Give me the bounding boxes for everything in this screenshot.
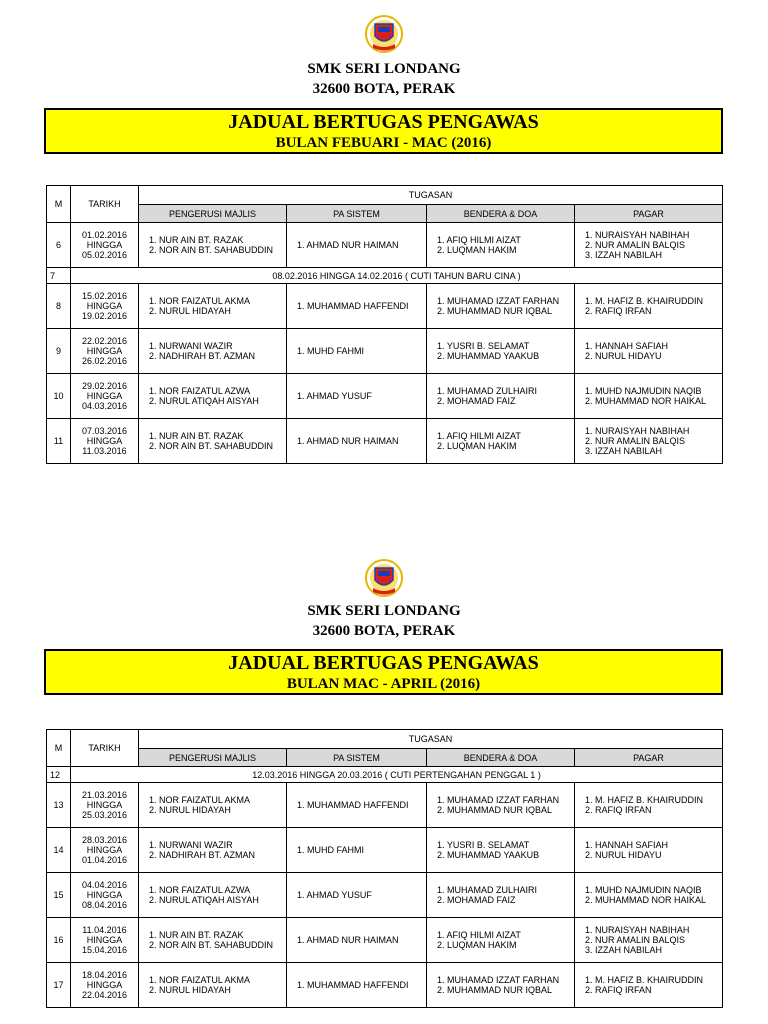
cell-line: HINGGA bbox=[86, 980, 123, 990]
cell-line: 1. M. HAFIZ B. KHAIRUDDIN bbox=[585, 296, 704, 306]
cell-line: 18.04.2016 bbox=[81, 970, 128, 980]
pagar-cell bbox=[575, 783, 723, 828]
table-row bbox=[47, 223, 723, 268]
cell-line: 1. YUSRI B. SELAMAT bbox=[437, 341, 530, 351]
table-row bbox=[47, 963, 723, 1008]
table-row bbox=[47, 329, 723, 374]
pa-cell bbox=[287, 223, 427, 268]
col-bendera-header: BENDERA & DOA bbox=[427, 749, 575, 767]
cell-line: 1. HANNAH SAFIAH bbox=[585, 341, 669, 351]
cell-line: 1. NURAISYAH NABIHAH bbox=[585, 426, 690, 436]
table-row bbox=[47, 918, 723, 963]
cell-line: 2. MUHAMMAD YAAKUB bbox=[437, 850, 540, 860]
row-number: 7 bbox=[47, 268, 71, 284]
cell-line: 22.04.2016 bbox=[81, 990, 128, 1000]
cell-line: 1. AFIQ HILMI AIZAT bbox=[437, 431, 521, 441]
col-pengerusi-header: PENGERUSI MAJLIS bbox=[139, 205, 287, 223]
table-header-row bbox=[47, 186, 723, 205]
cell-line: 2. MUHAMMAD NUR IQBAL bbox=[437, 805, 553, 815]
cell-line: 08.04.2016 bbox=[81, 900, 128, 910]
cell-line: 2. NOR AIN BT. SAHABUDDIN bbox=[149, 441, 274, 451]
cell-line: 1. MUHAMAD IZZAT FARHAN bbox=[437, 975, 560, 985]
cell-line: 05.02.2016 bbox=[81, 250, 128, 260]
cell-line: 2. NURUL HIDAYU bbox=[585, 351, 662, 361]
table-row bbox=[47, 284, 723, 329]
pa-cell bbox=[287, 963, 427, 1008]
cell-line: 2. NURUL ATIQAH AISYAH bbox=[149, 895, 259, 905]
cell-line: 04.03.2016 bbox=[81, 401, 128, 411]
pa-cell bbox=[287, 873, 427, 918]
cell-line: 1. M. HAFIZ B. KHAIRUDDIN bbox=[585, 975, 704, 985]
col-pagar-header: PAGAR bbox=[575, 205, 723, 223]
cell-line: HINGGA bbox=[86, 240, 123, 250]
col-pengerusi-header: PENGERUSI MAJLIS bbox=[139, 749, 287, 767]
row-number: 17 bbox=[47, 963, 71, 1008]
subtitle: BULAN MAC - APRIL (2016) bbox=[286, 676, 481, 692]
cell-line: 01.02.2016 bbox=[81, 230, 128, 240]
pagar-cell bbox=[575, 918, 723, 963]
date-cell bbox=[71, 963, 139, 1008]
cell-line: 1. NURAISYAH NABIHAH bbox=[585, 925, 690, 935]
cell-line: 1. MUHD NAJMUDIN NAQIB bbox=[585, 386, 702, 396]
cell-line: 1. NUR AIN BT. RAZAK bbox=[149, 930, 244, 940]
cell-line: 1. MUHD NAJMUDIN NAQIB bbox=[585, 885, 702, 895]
cell-line: 28.03.2016 bbox=[81, 835, 128, 845]
holiday-note: 12.03.2016 HINGGA 20.03.2016 ( CUTI PERTENGAHAN PENGGAL 1 ) bbox=[71, 767, 723, 783]
col-m-header: M bbox=[47, 186, 71, 223]
cell-line: 29.02.2016 bbox=[81, 381, 128, 391]
row-number: 15 bbox=[47, 873, 71, 918]
cell-line: 2. NADHIRAH BT. AZMAN bbox=[149, 351, 256, 361]
date-cell bbox=[71, 223, 139, 268]
cell-line: 1. NUR AIN BT. RAZAK bbox=[149, 431, 244, 441]
cell-line: HINGGA bbox=[86, 301, 123, 311]
cell-line: 2. NURUL ATIQAH AISYAH bbox=[149, 396, 259, 406]
school-name: SMK SERI LONDANG bbox=[307, 61, 461, 77]
table-row bbox=[47, 374, 723, 419]
cell-line: 04.04.2016 bbox=[81, 880, 128, 890]
cell-line: 2. NURUL HIDAYAH bbox=[149, 985, 231, 995]
cell-line: 2. MUHAMMAD YAAKUB bbox=[437, 351, 540, 361]
cell-line: 3. IZZAH NABILAH bbox=[585, 250, 663, 260]
cell-line: 2. NADHIRAH BT. AZMAN bbox=[149, 850, 256, 860]
cell-line: 07.03.2016 bbox=[81, 426, 128, 436]
row-number: 6 bbox=[47, 223, 71, 268]
col-tugasan-header: TUGASAN bbox=[139, 730, 723, 749]
date-cell bbox=[71, 918, 139, 963]
cell-line: HINGGA bbox=[86, 800, 123, 810]
cell-line: 1. AHMAD YUSUF bbox=[297, 391, 372, 401]
cell-line: 2. LUQMAN HAKIM bbox=[437, 441, 517, 451]
table-header-row bbox=[47, 730, 723, 749]
duty-table bbox=[46, 185, 723, 464]
cell-line: 3. IZZAH NABILAH bbox=[585, 446, 663, 456]
cell-line: 1. MUHAMAD ZULHAIRI bbox=[437, 386, 538, 396]
pengerusi-cell bbox=[139, 374, 287, 419]
cell-line: 2. NUR AMALIN BALQIS bbox=[585, 935, 686, 945]
pagar-cell bbox=[575, 873, 723, 918]
title: JADUAL BERTUGAS PENGAWAS bbox=[228, 652, 539, 674]
cell-line: HINGGA bbox=[86, 935, 123, 945]
cell-line: 2. LUQMAN HAKIM bbox=[437, 245, 517, 255]
table-row bbox=[47, 828, 723, 873]
cell-line: 2. MUHAMMAD NUR IQBAL bbox=[437, 306, 553, 316]
title-banner bbox=[44, 649, 723, 695]
date-cell bbox=[71, 419, 139, 464]
cell-line: 1. NURWANI WAZIR bbox=[149, 840, 233, 850]
cell-line: 2. NUR AMALIN BALQIS bbox=[585, 240, 686, 250]
table-row bbox=[47, 783, 723, 828]
cell-line: 2. RAFIQ IRFAN bbox=[585, 306, 652, 316]
cell-line: 1. MUHAMAD ZULHAIRI bbox=[437, 885, 538, 895]
col-tarikh-header: TARIKH bbox=[71, 186, 139, 223]
cell-line: 2. NURUL HIDAYAH bbox=[149, 805, 231, 815]
pa-cell bbox=[287, 783, 427, 828]
cell-line: 2. NUR AMALIN BALQIS bbox=[585, 436, 686, 446]
cell-line: 1. NURWANI WAZIR bbox=[149, 341, 233, 351]
cell-line: 1. MUHAMAD IZZAT FARHAN bbox=[437, 296, 560, 306]
cell-line: 1. AHMAD NUR HAIMAN bbox=[297, 935, 399, 945]
pagar-cell bbox=[575, 374, 723, 419]
pengerusi-cell bbox=[139, 963, 287, 1008]
cell-line: 1. MUHD FAHMI bbox=[297, 845, 365, 855]
col-m-header: M bbox=[47, 730, 71, 767]
date-cell bbox=[71, 374, 139, 419]
bendera-cell bbox=[427, 963, 575, 1008]
cell-line: 21.03.2016 bbox=[81, 790, 128, 800]
cell-line: 11.04.2016 bbox=[82, 925, 127, 935]
col-tugasan-header: TUGASAN bbox=[139, 186, 723, 205]
cell-line: 2. NOR AIN BT. SAHABUDDIN bbox=[149, 245, 274, 255]
cell-line: 2. MOHAMAD FAIZ bbox=[437, 895, 516, 905]
school-crest-icon bbox=[365, 14, 403, 54]
cell-line: HINGGA bbox=[86, 845, 123, 855]
cell-line: 22.02.2016 bbox=[81, 336, 128, 346]
cell-line: 1. MUHAMAD IZZAT FARHAN bbox=[437, 795, 560, 805]
col-pa-header: PA SISTEM bbox=[287, 749, 427, 767]
row-number: 11 bbox=[47, 419, 71, 464]
cell-line: 26.02.2016 bbox=[81, 356, 128, 366]
table-subheader-row bbox=[47, 205, 723, 223]
school-address: 32600 BOTA, PERAK bbox=[312, 623, 456, 639]
row-number: 10 bbox=[47, 374, 71, 419]
cell-line: 2. MOHAMAD FAIZ bbox=[437, 396, 516, 406]
row-number: 8 bbox=[47, 284, 71, 329]
cell-line: HINGGA bbox=[86, 346, 123, 356]
row-number: 12 bbox=[47, 767, 71, 783]
cell-line: 3. IZZAH NABILAH bbox=[585, 945, 663, 955]
bendera-cell bbox=[427, 783, 575, 828]
pagar-cell bbox=[575, 963, 723, 1008]
bendera-cell bbox=[427, 374, 575, 419]
bendera-cell bbox=[427, 329, 575, 374]
pa-cell bbox=[287, 374, 427, 419]
cell-line: 1. AHMAD YUSUF bbox=[297, 890, 372, 900]
cell-line: HINGGA bbox=[86, 890, 123, 900]
date-cell bbox=[71, 284, 139, 329]
pengerusi-cell bbox=[139, 419, 287, 464]
pa-cell bbox=[287, 419, 427, 464]
row-number: 9 bbox=[47, 329, 71, 374]
title: JADUAL BERTUGAS PENGAWAS bbox=[228, 111, 539, 133]
table-row bbox=[47, 767, 723, 783]
pengerusi-cell bbox=[139, 284, 287, 329]
cell-line: 1. AHMAD NUR HAIMAN bbox=[297, 436, 399, 446]
cell-line: 1. AHMAD NUR HAIMAN bbox=[297, 240, 399, 250]
cell-line: 19.02.2016 bbox=[81, 311, 128, 321]
title-banner bbox=[44, 108, 723, 154]
cell-line: 01.04.2016 bbox=[81, 855, 128, 865]
table-row bbox=[47, 873, 723, 918]
cell-line: 2. RAFIQ IRFAN bbox=[585, 805, 652, 815]
cell-line: 1. MUHAMMAD HAFFENDI bbox=[297, 800, 409, 810]
pengerusi-cell bbox=[139, 873, 287, 918]
school-crest-icon bbox=[365, 558, 403, 598]
cell-line: 1. M. HAFIZ B. KHAIRUDDIN bbox=[585, 795, 704, 805]
date-cell bbox=[71, 828, 139, 873]
cell-line: 1. NOR FAIZATUL AZWA bbox=[149, 386, 251, 396]
col-pa-header: PA SISTEM bbox=[287, 205, 427, 223]
pagar-cell bbox=[575, 284, 723, 329]
row-number: 13 bbox=[47, 783, 71, 828]
table-subheader-row bbox=[47, 749, 723, 767]
pa-cell bbox=[287, 329, 427, 374]
cell-line: 1. MUHAMMAD HAFFENDI bbox=[297, 980, 409, 990]
date-cell bbox=[71, 329, 139, 374]
cell-line: 2. LUQMAN HAKIM bbox=[437, 940, 517, 950]
cell-line: 1. YUSRI B. SELAMAT bbox=[437, 840, 530, 850]
cell-line: 1. NOR FAIZATUL AKMA bbox=[149, 975, 251, 985]
col-tarikh-header: TARIKH bbox=[71, 730, 139, 767]
holiday-note: 08.02.2016 HINGGA 14.02.2016 ( CUTI TAHUN BARU CINA ) bbox=[71, 268, 723, 284]
subtitle: BULAN FEBUARI - MAC (2016) bbox=[275, 135, 492, 151]
duty-table bbox=[46, 729, 723, 1008]
pengerusi-cell bbox=[139, 329, 287, 374]
pengerusi-cell bbox=[139, 828, 287, 873]
date-cell bbox=[71, 783, 139, 828]
bendera-cell bbox=[427, 419, 575, 464]
pagar-cell bbox=[575, 223, 723, 268]
cell-line: 2. RAFIQ IRFAN bbox=[585, 985, 652, 995]
row-number: 16 bbox=[47, 918, 71, 963]
cell-line: 1. NURAISYAH NABIHAH bbox=[585, 230, 690, 240]
cell-line: 2. NOR AIN BT. SAHABUDDIN bbox=[149, 940, 274, 950]
pa-cell bbox=[287, 828, 427, 873]
cell-line: 1. MUHD FAHMI bbox=[297, 346, 365, 356]
pa-cell bbox=[287, 284, 427, 329]
cell-line: 2. MUHAMMAD NOR HAIKAL bbox=[585, 396, 707, 406]
pengerusi-cell bbox=[139, 223, 287, 268]
bendera-cell bbox=[427, 223, 575, 268]
cell-line: 1. NOR FAIZATUL AKMA bbox=[149, 795, 251, 805]
table-row bbox=[47, 419, 723, 464]
cell-line: 2. NURUL HIDAYAH bbox=[149, 306, 231, 316]
table-row bbox=[47, 268, 723, 284]
cell-line: 2. MUHAMMAD NUR IQBAL bbox=[437, 985, 553, 995]
cell-line: 15.04.2016 bbox=[81, 945, 128, 955]
school-address: 32600 BOTA, PERAK bbox=[312, 81, 456, 97]
cell-line: 1. MUHAMMAD HAFFENDI bbox=[297, 301, 409, 311]
cell-line: 1. NOR FAIZATUL AKMA bbox=[149, 296, 251, 306]
cell-line: 11.03.2016 bbox=[82, 446, 127, 456]
cell-line: 1. NOR FAIZATUL AZWA bbox=[149, 885, 251, 895]
pengerusi-cell bbox=[139, 918, 287, 963]
bendera-cell bbox=[427, 873, 575, 918]
pagar-cell bbox=[575, 828, 723, 873]
cell-line: 15.02.2016 bbox=[81, 291, 128, 301]
col-bendera-header: BENDERA & DOA bbox=[427, 205, 575, 223]
pengerusi-cell bbox=[139, 783, 287, 828]
cell-line: 1. AFIQ HILMI AIZAT bbox=[437, 930, 521, 940]
cell-line: 2. NURUL HIDAYU bbox=[585, 850, 662, 860]
pagar-cell bbox=[575, 329, 723, 374]
row-number: 14 bbox=[47, 828, 71, 873]
bendera-cell bbox=[427, 918, 575, 963]
pagar-cell bbox=[575, 419, 723, 464]
cell-line: 25.03.2016 bbox=[81, 810, 128, 820]
cell-line: 1. HANNAH SAFIAH bbox=[585, 840, 669, 850]
cell-line: 1. AFIQ HILMI AIZAT bbox=[437, 235, 521, 245]
date-cell bbox=[71, 873, 139, 918]
bendera-cell bbox=[427, 284, 575, 329]
bendera-cell bbox=[427, 828, 575, 873]
cell-line: HINGGA bbox=[86, 391, 123, 401]
cell-line: HINGGA bbox=[86, 436, 123, 446]
pa-cell bbox=[287, 918, 427, 963]
col-pagar-header: PAGAR bbox=[575, 749, 723, 767]
cell-line: 1. NUR AIN BT. RAZAK bbox=[149, 235, 244, 245]
school-name: SMK SERI LONDANG bbox=[307, 603, 461, 619]
cell-line: 2. MUHAMMAD NOR HAIKAL bbox=[585, 895, 707, 905]
